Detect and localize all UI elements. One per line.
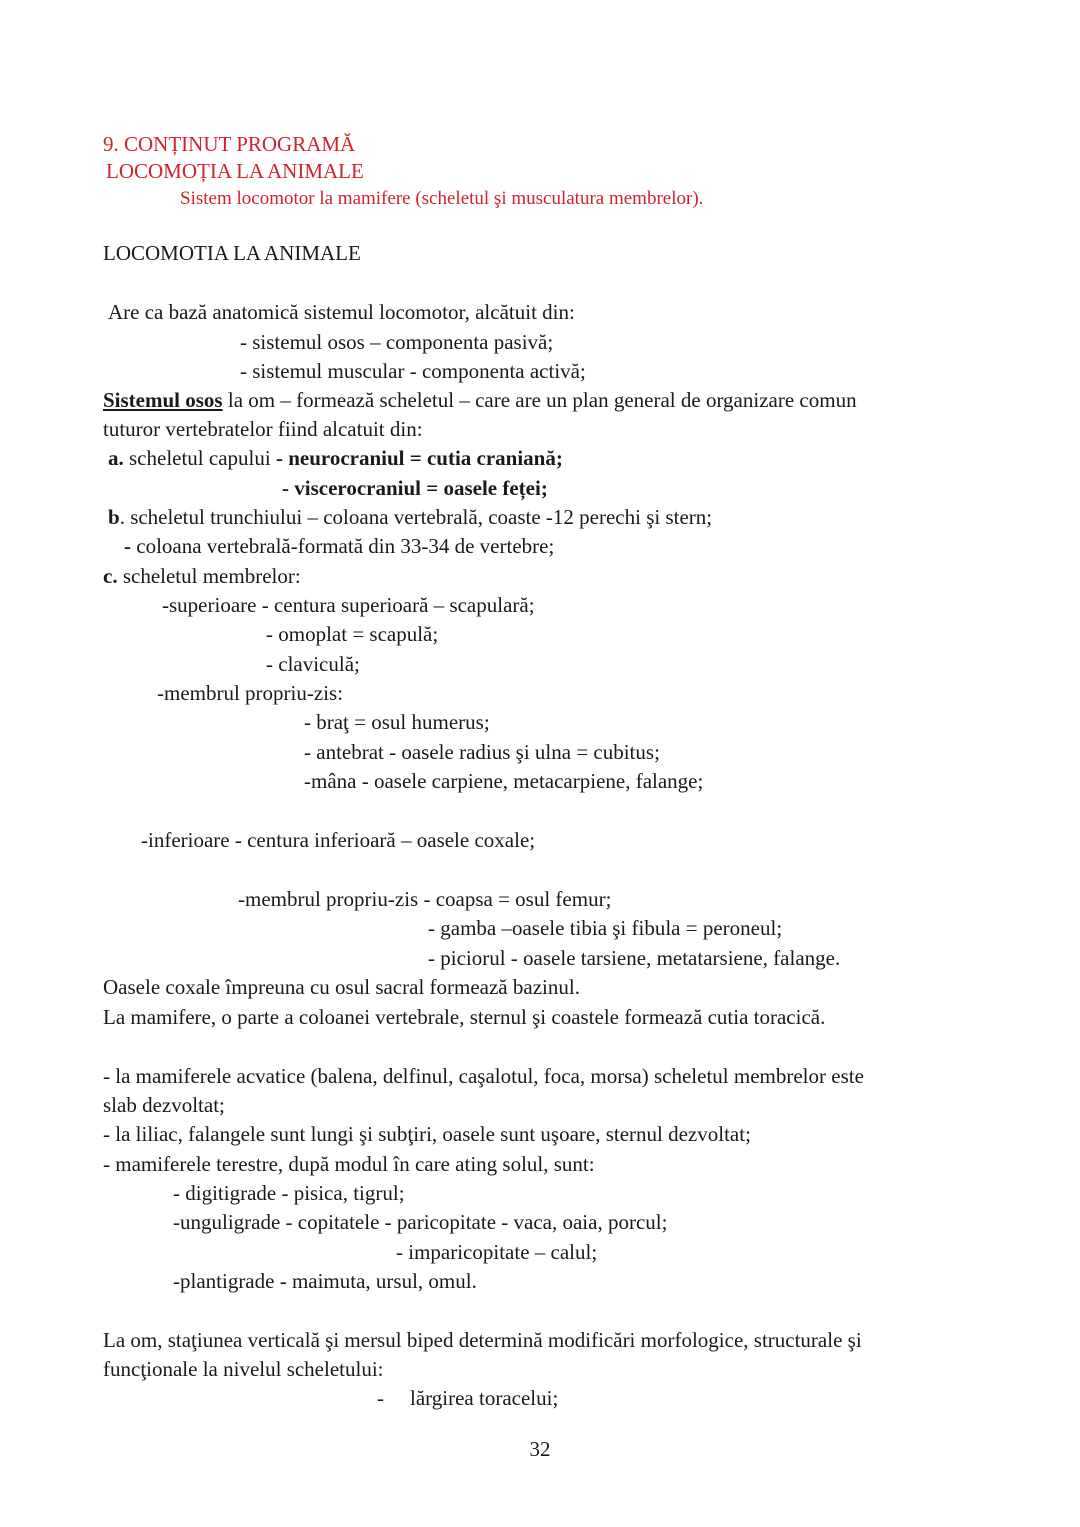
mana-item: -mâna - oasele carpiene, metacarpiene, falange; bbox=[304, 769, 704, 793]
acvatice-line2: slab dezvoltat; bbox=[103, 1093, 225, 1117]
clavicula-item: - claviculă; bbox=[266, 652, 360, 676]
acvatice-line1: - la mamiferele acvatice (balena, delfinul, caşalotul, foca, morsa) scheletul membrelor este bbox=[103, 1064, 864, 1088]
item-b bbox=[108, 503, 712, 532]
item-b-sub bbox=[124, 532, 554, 561]
section-heading: 9. CONȚINUT PROGRAMĂ bbox=[103, 132, 356, 156]
item-b-text: . scheletul trunchiului – coloana vertebrală, coaste -12 perechi şi stern; bbox=[119, 505, 713, 529]
imparicopitate-item: - imparicopitate – calul; bbox=[396, 1240, 598, 1264]
osos-continuation: tuturor vertebratelor fiind alcatuit din: bbox=[103, 417, 423, 441]
toracele-dash: - bbox=[377, 1386, 384, 1410]
membre-superioare: -superioare - centura superioară – scapulară; bbox=[162, 593, 535, 617]
page-title: LOCOMOTIA LA ANIMALE bbox=[103, 241, 361, 265]
cutia-toracica-sentence: La mamifere, o parte a coloanei vertebrale, sternul şi coastele formează cutia toracică. bbox=[103, 1005, 826, 1029]
item-a-viscerocraniu: - viscerocraniul = oasele feței; bbox=[282, 476, 548, 500]
terestre-line: - mamiferele terestre, după modul în care ating solul, sunt: bbox=[103, 1152, 595, 1176]
bazin-sentence: Oasele coxale împreuna cu osul sacral formează bazinul. bbox=[103, 975, 580, 999]
chapter-heading: LOCOMOȚIA LA ANIMALE bbox=[106, 159, 364, 183]
item-a-label: a. bbox=[108, 446, 124, 470]
toracele-item: lărgirea toracelui; bbox=[410, 1386, 559, 1410]
topic-heading: Sistem locomotor la mamifere (scheletul şi musculatura membrelor). bbox=[180, 188, 704, 209]
item-c bbox=[103, 562, 301, 591]
plantigrade-item: -plantigrade - maimuta, ursul, omul. bbox=[173, 1269, 477, 1293]
membrul-sup-propriu: -membrul propriu-zis: bbox=[157, 681, 344, 705]
unguligrade-item: -unguligrade - copitatele - paricopitate - vaca, oaia, porcul; bbox=[173, 1210, 668, 1234]
digitigrade-item: - digitigrade - pisica, tigrul; bbox=[173, 1181, 405, 1205]
intro-item-muscular: - sistemul muscular - componenta activă; bbox=[240, 359, 586, 383]
item-b-label: b bbox=[108, 505, 120, 529]
osos-rest: la om – formează scheletul – care are un plan general de organizare comun bbox=[222, 388, 857, 412]
antebrat-item: - antebrat - oasele radius şi ulna = cubitus; bbox=[304, 740, 660, 764]
gamba-item: - gamba –oasele tibia şi fibula = peroneul; bbox=[428, 916, 783, 940]
item-b-sub-text: coloana vertebrală-formată din 33-34 de vertebre; bbox=[131, 534, 555, 558]
om-line2: funcţionale la nivelul scheletului: bbox=[103, 1357, 384, 1381]
liliac-line: - la liliac, falangele sunt lungi şi subţiri, oasele sunt uşoare, sternul dezvoltat; bbox=[103, 1122, 751, 1146]
membre-inferioare: -inferioare - centura inferioară – oasele coxale; bbox=[141, 828, 536, 852]
brat-item: - braţ = osul humerus; bbox=[304, 710, 490, 734]
piciorul-item: - piciorul - oasele tarsiene, metatarsiene, falange. bbox=[428, 946, 841, 970]
item-c-label: c. bbox=[103, 564, 118, 588]
omoplat-item: - omoplat = scapulă; bbox=[266, 622, 439, 646]
item-a-neurocraniu: - neurocraniul = cutia craniană; bbox=[275, 446, 563, 470]
intro-item-osos: - sistemul osos – componenta pasivă; bbox=[240, 330, 554, 354]
intro-text: Are ca bază anatomică sistemul locomotor, alcătuit din: bbox=[108, 300, 575, 324]
osos-paragraph bbox=[103, 386, 857, 415]
item-a-text: scheletul capului bbox=[123, 446, 276, 470]
page-number: 32 bbox=[529, 1437, 551, 1461]
item-b-dash: - bbox=[124, 534, 131, 558]
om-line1: La om, staţiunea verticală şi mersul biped determină modificări morfologice, structurale şi bbox=[103, 1328, 862, 1352]
item-c-text: scheletul membrelor: bbox=[117, 564, 301, 588]
item-a bbox=[108, 444, 563, 473]
membrul-inf-propriu: -membrul propriu-zis - coapsa = osul femur; bbox=[238, 887, 612, 911]
osos-term: Sistemul osos bbox=[103, 388, 223, 412]
